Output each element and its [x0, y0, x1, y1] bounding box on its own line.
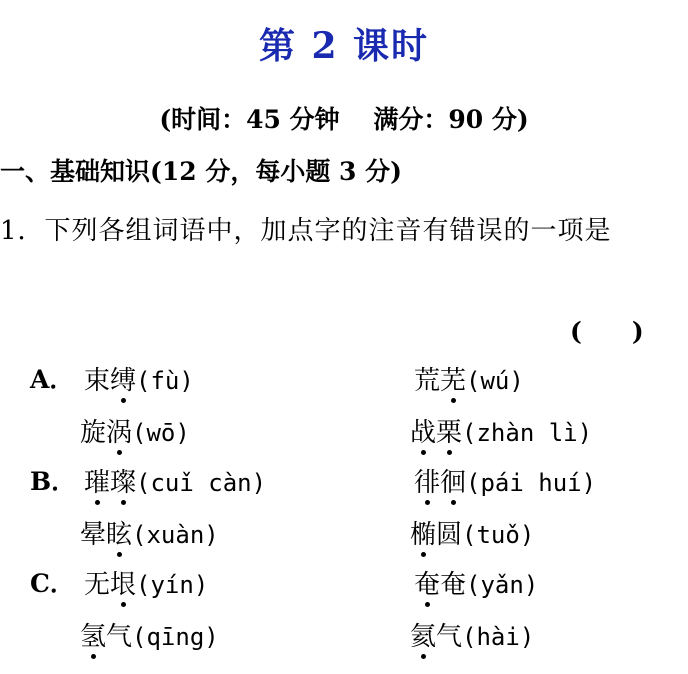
pinyin-annotation: (wú): [466, 367, 524, 395]
term-suffix: 气: [436, 622, 463, 652]
option-term: [80, 514, 219, 551]
option-letter: A．: [30, 365, 75, 394]
option-term: [80, 616, 219, 653]
pinyin-annotation: (qīng): [132, 623, 219, 651]
option-term: [414, 462, 596, 499]
dotted-character: 眩: [106, 514, 132, 551]
option-term: [84, 462, 266, 499]
dotted-character: 徊: [440, 462, 466, 499]
option-term: [414, 564, 538, 601]
pinyin-annotation: (pái huí): [466, 469, 597, 497]
dotted-character: 缚: [110, 360, 136, 397]
dotted-character: 垠: [110, 564, 136, 601]
option-term: [84, 564, 208, 601]
dotted-character: 璀: [84, 462, 110, 499]
option-term: [84, 360, 194, 397]
term-prefix: 旋: [80, 418, 107, 448]
page-title: 第 2 课时: [258, 25, 430, 67]
term-prefix: 荒: [414, 366, 441, 396]
pinyin-annotation: (zhàn lì): [462, 419, 593, 447]
option-term: [410, 412, 592, 449]
dotted-character: 徘: [414, 462, 440, 499]
option-term: [414, 360, 524, 397]
section-heading: 一、基础知识(12 分，每小题 3 分): [0, 157, 402, 186]
option-term: [80, 412, 190, 449]
option-term: [410, 514, 534, 551]
question-text: 1．下列各组词语中，加点字的注音有错误的一项是: [0, 216, 612, 246]
pinyin-annotation: (xuàn): [132, 521, 219, 549]
dotted-character: 氢: [80, 616, 106, 653]
answer-blank: ( ): [570, 317, 644, 346]
dotted-character: 璨: [110, 462, 136, 499]
pinyin-annotation: (fù): [136, 367, 194, 395]
dotted-character: 涡: [106, 412, 132, 449]
dotted-character: 芜: [440, 360, 466, 397]
pinyin-annotation: (yǎn): [466, 571, 539, 599]
option-letter: B．: [30, 467, 77, 496]
pinyin-annotation: (yín): [136, 571, 209, 599]
pinyin-annotation: (wō): [132, 419, 190, 447]
term-prefix: 束: [84, 366, 111, 396]
term-suffix: 奄: [440, 570, 467, 600]
option-term: [410, 616, 534, 653]
term-prefix: 晕: [80, 520, 107, 550]
pinyin-annotation: (cuǐ càn): [136, 469, 267, 497]
term-suffix: 圆: [436, 520, 463, 550]
dotted-character: 氦: [410, 616, 436, 653]
term-suffix: 气: [106, 622, 133, 652]
pinyin-annotation: (tuǒ): [462, 521, 535, 549]
time-score-info: (时间：45 分钟 满分：90 分): [159, 105, 529, 134]
dotted-character: 栗: [436, 412, 462, 449]
dotted-character: 椭: [410, 514, 436, 551]
term-prefix: 无: [84, 570, 111, 600]
dotted-character: 奄: [414, 564, 440, 601]
option-letter: C．: [30, 569, 75, 598]
pinyin-annotation: (hài): [462, 623, 535, 651]
dotted-character: 战: [410, 412, 436, 449]
